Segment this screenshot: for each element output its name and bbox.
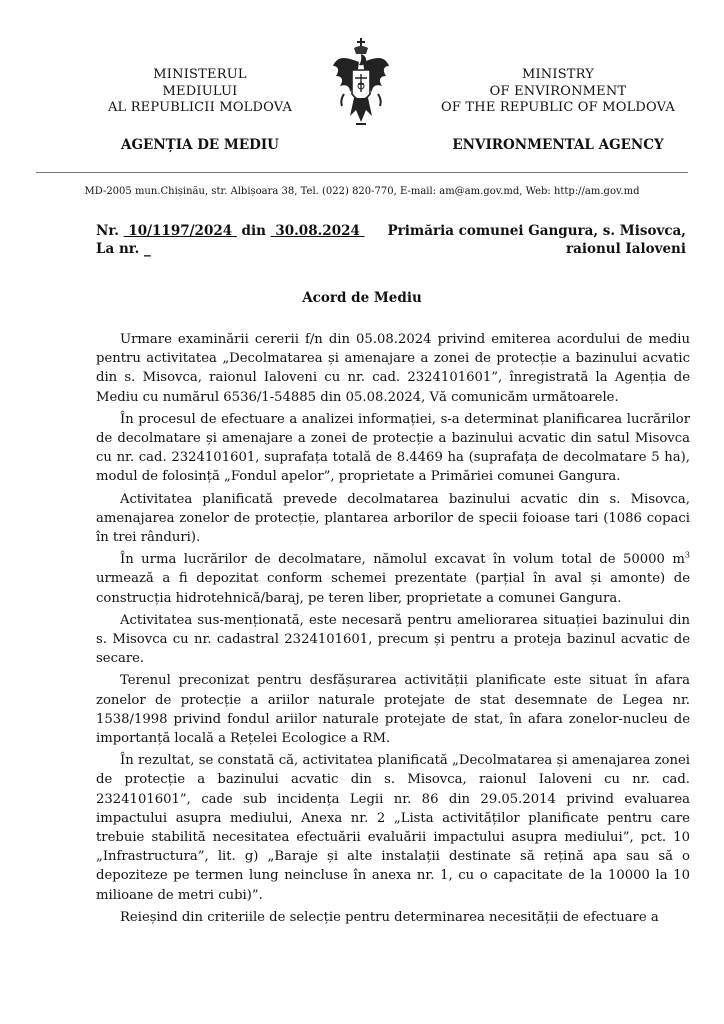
ministry-name-en <box>408 67 708 117</box>
header-divider <box>36 172 688 173</box>
paragraph-1: Urmare examinării cererii f/n din 05.08.2024 privind emiterea acordului de mediu pentru activitatea „Decolmatarea și amenajare a zonei de protecție a bazinului acvatic din s. Misovca, raionul Ialoveni cu nr. cad. 2324101601”, înregistrată la Agenția de Mediu cu numărul 6536/1-54885 din 05.08.2024, Vă comunicăm următoarele. <box>96 332 690 405</box>
nr-label: Nr. <box>96 223 119 239</box>
ministry-name-ro <box>50 67 350 117</box>
ministry-en-line-2: OF ENVIRONMENT <box>489 83 627 99</box>
agency-name-ro: AGENȚIA DE MEDIU <box>121 137 279 153</box>
recipient-line-1: Primăria comunei Gangura, s. Misovca, <box>387 223 686 239</box>
ministry-ro-line-1: MINISTERUL <box>153 67 247 82</box>
contact-address: MD-2005 mun.Chișinău, str. Albișoara 38, Tel. (022) 820-770, E-mail: am@am.gov.md, Web: http://am.gov.md <box>84 186 640 197</box>
ministry-en-line-3: OF THE REPUBLIC OF MOLDOVA <box>441 100 675 115</box>
paragraph-4-end: urmează a fi depozitat conform schemei prezentate (parțial în aval și amonte) de construcția hidrotehnică/baraj, pe teren liber, proprietate a comunei Gangura. <box>96 571 690 606</box>
moldova-coat-of-arms-icon <box>330 36 392 132</box>
paragraph-7: În rezultat, se constată că, activitatea planificată „Decolmatarea și amenajarea zonei de protecție a bazinului acvatic din s. Misovca, raionul Ialoveni cu nr. cad. 2324101601”, cade sub incidența Legii nr. 86 din 29.05.2014 privind evaluarea impactului asupra mediului, Anexa nr. 2 „Lista activităților planificate pentru care trebuie stabilită necesitatea efectuării evaluării impactului asupra mediului”, pct. 10 „Infrastructura”, lit. g) „Baraje și alte instalații destinate să rețină apa sau să o depoziteze pe termen lung neincluse în anexa nr. 1, cu o capacitate de la 10000 la 10 milioane de metri cubi)”. <box>96 753 690 903</box>
ministry-en-line-1: MINISTRY <box>521 67 595 82</box>
paragraph-5: Activitatea sus-menționată, este necesară pentru ameliorarea situației bazinului din s. Misovca cu nr. cadastral 2324101601, precum și pentru a proteja bazinul acvatic de secare. <box>96 612 690 667</box>
ministry-ro-line-3: AL REPUBLICII MOLDOVA <box>107 100 293 115</box>
document-title: Acord de Mediu <box>302 290 422 306</box>
paragraph-3: Activitatea planificată prevede decolmatarea bazinului acvatic din s. Misovca, amenajarea zonelor de protecție, plantarea arborilor de specii foioase tari (1086 copaci în trei rânduri). <box>96 491 690 546</box>
paragraph-6: Terenul preconizat pentru desfășurarea activității planificate este situat în afara zonelor de protecție a ariilor naturale protejate de stat desemnate de Legea nr. 1538/1998 privind fondul ariilor naturale protejate de stat, în afara zonelor-nucleu de importanță locală a Rețelei Ecologice a RM. <box>96 673 690 747</box>
paragraph-4 <box>96 550 690 608</box>
paragraph-4-start: În urma lucrărilor de decolmatare, nămolul excavat în volum total de 50000 m <box>120 552 685 568</box>
recipient-line-2: raionul Ialoveni <box>565 241 686 257</box>
la-nr-line: La nr. _ <box>96 241 151 257</box>
agency-name-en: ENVIRONMENTAL AGENCY <box>452 137 664 153</box>
document-reference <box>96 222 365 258</box>
document-number: 10/1197/2024 <box>123 223 237 239</box>
paragraph-8: Reieșind din criteriile de selecție pentru determinarea necesității de efectuare a <box>120 909 659 925</box>
ministry-ro-line-2: MEDIULUI <box>162 83 238 99</box>
document-date: 30.08.2024 <box>270 223 365 239</box>
din-label: din <box>241 223 266 239</box>
cubic-superscript: 3 <box>684 550 690 560</box>
recipient <box>388 222 686 258</box>
document-body <box>96 330 690 930</box>
reference-number-line <box>96 222 365 240</box>
paragraph-2: În procesul de efectuare a analizei informației, s-a determinat planificarea lucrărilor de decolmatare și amenajare a zonei de protecție a bazinului acvatic din satul Misovca cu nr. cad. 2324101601, suprafața totală de 8.4469 ha (suprafața de decolmatare 5 ha), modul de folosință „Fondul apelor”, proprietate a Primăriei comunei Gangura. <box>96 411 690 485</box>
